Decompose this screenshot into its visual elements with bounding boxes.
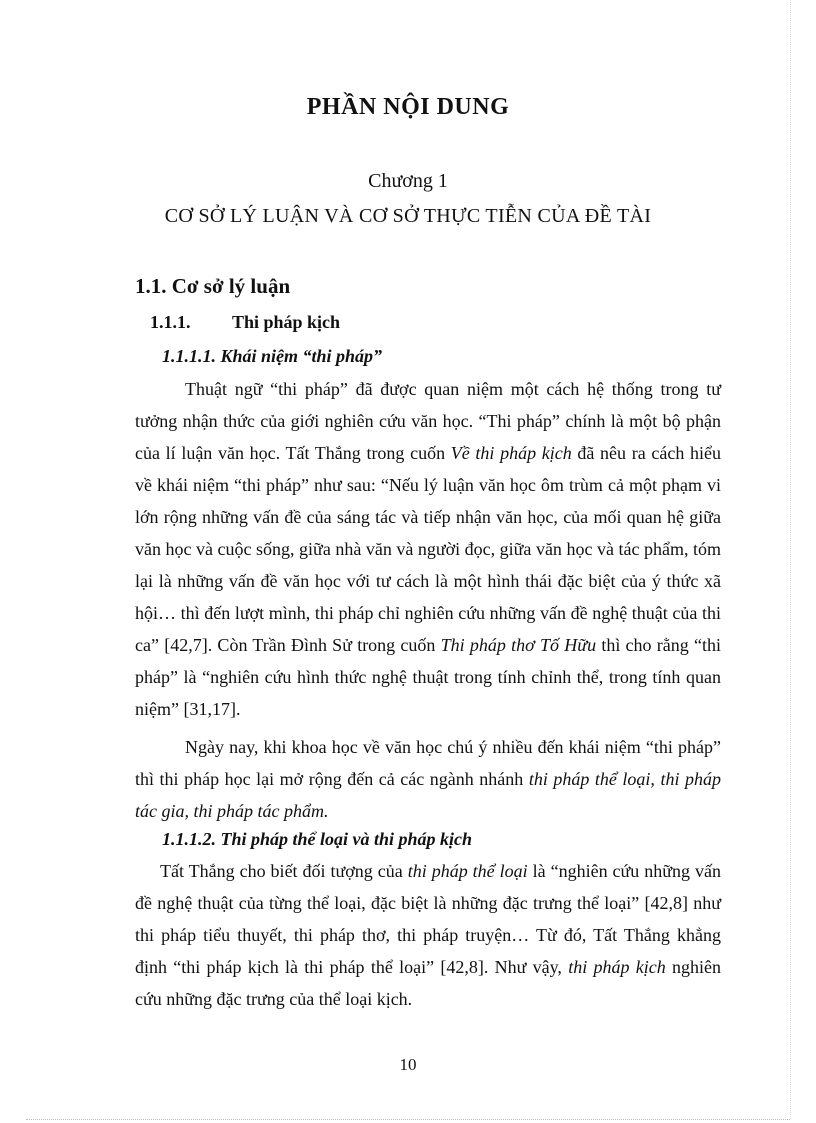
book-title: Về thi pháp kịch: [450, 443, 572, 463]
emphasis-text: thi pháp kịch: [568, 957, 666, 977]
section-heading: 1.1. Cơ sở lý luận: [135, 274, 291, 298]
subsubsection-heading-2: 1.1.1.2. Thi pháp thể loại và thi pháp kịch: [162, 829, 473, 849]
page-title: PHẦN NỘI DUNG: [306, 94, 510, 120]
book-title: Thi pháp thơ Tố Hữu: [440, 635, 597, 655]
paragraph-3: [135, 855, 721, 1015]
paragraph-text: Tất Thắng cho biết đối tượng của: [160, 861, 408, 881]
subsection-number: 1.1.1.: [150, 312, 191, 332]
page-edge-divider: [26, 1119, 790, 1120]
paragraph-text: thì cho rằng “thi pháp” là “nghiên cứu hình thức nghệ thuật trong tính chỉnh thể, trong tính quan niệm” [31,17].: [135, 635, 722, 719]
subsection-title: Thi pháp kịch: [232, 312, 341, 332]
paragraph-text: là “nghiên cứu những vấn đề nghệ thuật của từng thể loại, đặc biệt là những đặc trưng thể loại” [42,8] như thi pháp tiểu thuyết, thi pháp thơ, thi pháp truyện… Từ đó, Tất Thắng khẳng định “thi pháp kịch là thi pháp thể loại” [42,8]. Như vậy,: [135, 861, 721, 977]
subsubsection-heading-1: 1.1.1.1. Khái niệm “thi pháp”: [162, 346, 383, 366]
subsection-heading: [150, 312, 340, 333]
paragraph-text: đã nêu ra cách hiểu về khái niệm “thi pháp” như sau: “Nếu lý luận văn học ôm trùm cả một phạm vi lớn rộng những vấn đề của sáng tác và tiếp nhận văn học, của mối quan hệ giữa văn học và cuộc sống, giữa nhà văn và người đọc, giữa văn học và tác phẩm, tóm lại là những vấn đề văn học với tư cách là một hình thái đặc biệt của ý thức xã hội… thì đến lượt mình, thi pháp chỉ nghiên cứu những vấn đề nghệ thuật của thi ca” [42,7]. Còn Trần Đình Sử trong cuốn: [135, 443, 721, 655]
paragraph-text: Ngày nay, khi khoa học về văn học chú ý nhiều đến khái niệm “thi pháp” thì thi pháp học lại mở rộng đến cả các ngành nhánh: [135, 737, 721, 789]
chapter-label: Chương 1: [368, 170, 448, 192]
paragraph-text: Thuật ngữ “thi pháp” đã được quan niệm một cách hệ thống trong tư tưởng nhận thức của giới nghiên cứu văn học. “Thi pháp” chính là một bộ phận của lí luận văn học. Tất Thắng trong cuốn: [135, 379, 721, 463]
paragraph-text: nghiên cứu những đặc trưng của thể loại kịch.: [135, 957, 721, 1009]
emphasis-text: thi pháp thể loại: [407, 861, 528, 881]
page-edge-divider: [790, 0, 791, 1119]
chapter-title: CƠ SỞ LÝ LUẬN VÀ CƠ SỞ THỰC TIỄN CỦA ĐỀ TÀI: [164, 205, 652, 227]
page-number: 10: [399, 1055, 417, 1074]
emphasis-text: thi pháp thể loại, thi pháp tác gia, thi pháp tác phẩm.: [135, 769, 721, 821]
paragraph-1: [135, 373, 721, 725]
paragraph-2: [135, 731, 721, 827]
